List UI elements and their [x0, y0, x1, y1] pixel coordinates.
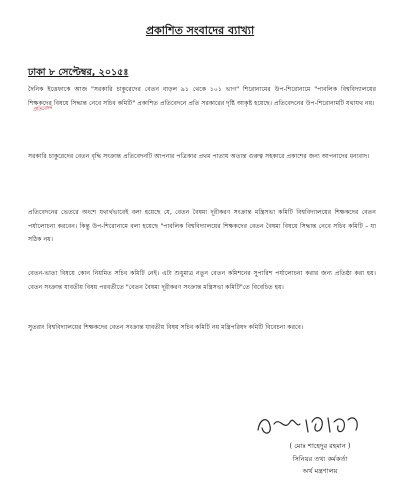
signatory-name: ( মোঃ শাহেদুর রহমান ) [289, 442, 351, 450]
paragraph-2: সরকারি চাকুরেদের বেতন বৃদ্ধি সংক্রান্ত প্রতিবেদনটি আপনার পত্রিকার প্রথম পাতায় অত্যন্ত গুরুত্ব সহকারে প্রকাশের জন্য আপনাদের ধন্যবাদ। [28, 153, 370, 160]
dateline: ঢাকা ৮ সেপ্টেম্বর, ২০১৫ঃ [28, 67, 129, 78]
handwritten-annotation: প্রতিবেদন [32, 105, 53, 113]
paragraph-5: সুতরাং বিশ্ববিদ্যালয়ের শিক্ষকদের বেতন সংক্রান্ত যাবতীয় বিষয় সচিব কমিটি নয় মন্ত্রিপরিষদ কমিটি বিবেচনা করবে। [28, 324, 304, 331]
signatory-designation: সিনিয়র তথ্য কর্মকর্তা [292, 454, 348, 463]
signatory-office: অর্থ মন্ত্রণালয় [302, 467, 338, 476]
document-title [0, 22, 400, 41]
paragraph-1: দৈনিক ইত্তেফাকে আজ "সরকারি চাকুরেদের বেতন বাড়ল ৯১ থেকে ১০১ ভাগ" শিরোনামের উপ-শিরোনামে "পাবলিক বিশ্ববিদ্যালয়ের শিক্ষকদের বিষয়ে সিদ্ধান্ত নেবে সচিব কমিটি" প্রকাশিত প্রতিবেদনে প্রতি সরকারের দৃষ্টি আকৃষ্ট হয়েছে। প্রতিবেদনের উপ-শিরোনামটি যথাযথ নয়। [28, 86, 376, 107]
paragraph-4: বেতন-ভাতা বিষয়ে কোন নিয়মিত সচিব কমিটি নেই। এটা শুধুমাত্র নতুন বেতন কমিশনের সুপারিশ পর্যালোচনা করার জন্য প্রতিষ্ঠা করা হয়। বেতন সংক্রান্ত যাবতীয় বিষয় পরবর্তীতে "বেতন বৈষম্য দূরীকরণ সংক্রান্ত মন্ত্রিসভা কমিটি"তে বিবেচিত হয়। [28, 270, 376, 291]
signature-scribble [250, 410, 370, 440]
paragraph-3: প্রতিবেদনের ভেতরে অংশে যথার্থভাবেই বলা হয়েছে যে, বেতন বৈষম্য দূরীকরণ সংক্রান্ত মন্ত্রিসভা কমিটি বিশ্ববিদ্যালয়ের শিক্ষকদের বেতন পর্যালোচনা করবেন। কিন্তু উপ-শিরোনামে বলা হয়েছে "পাবলিক বিশ্ববিদ্যালয়ের শিক্ষকদের বেতন বৈষম্য বিষয়ে সিদ্ধান্ত নেবে সচিব কমিটি – যা সঠিক নয়। [28, 209, 376, 244]
signature-block [255, 440, 385, 478]
document-title-text: প্রকাশিত সংবাদের ব্যাখ্যা [145, 24, 255, 37]
